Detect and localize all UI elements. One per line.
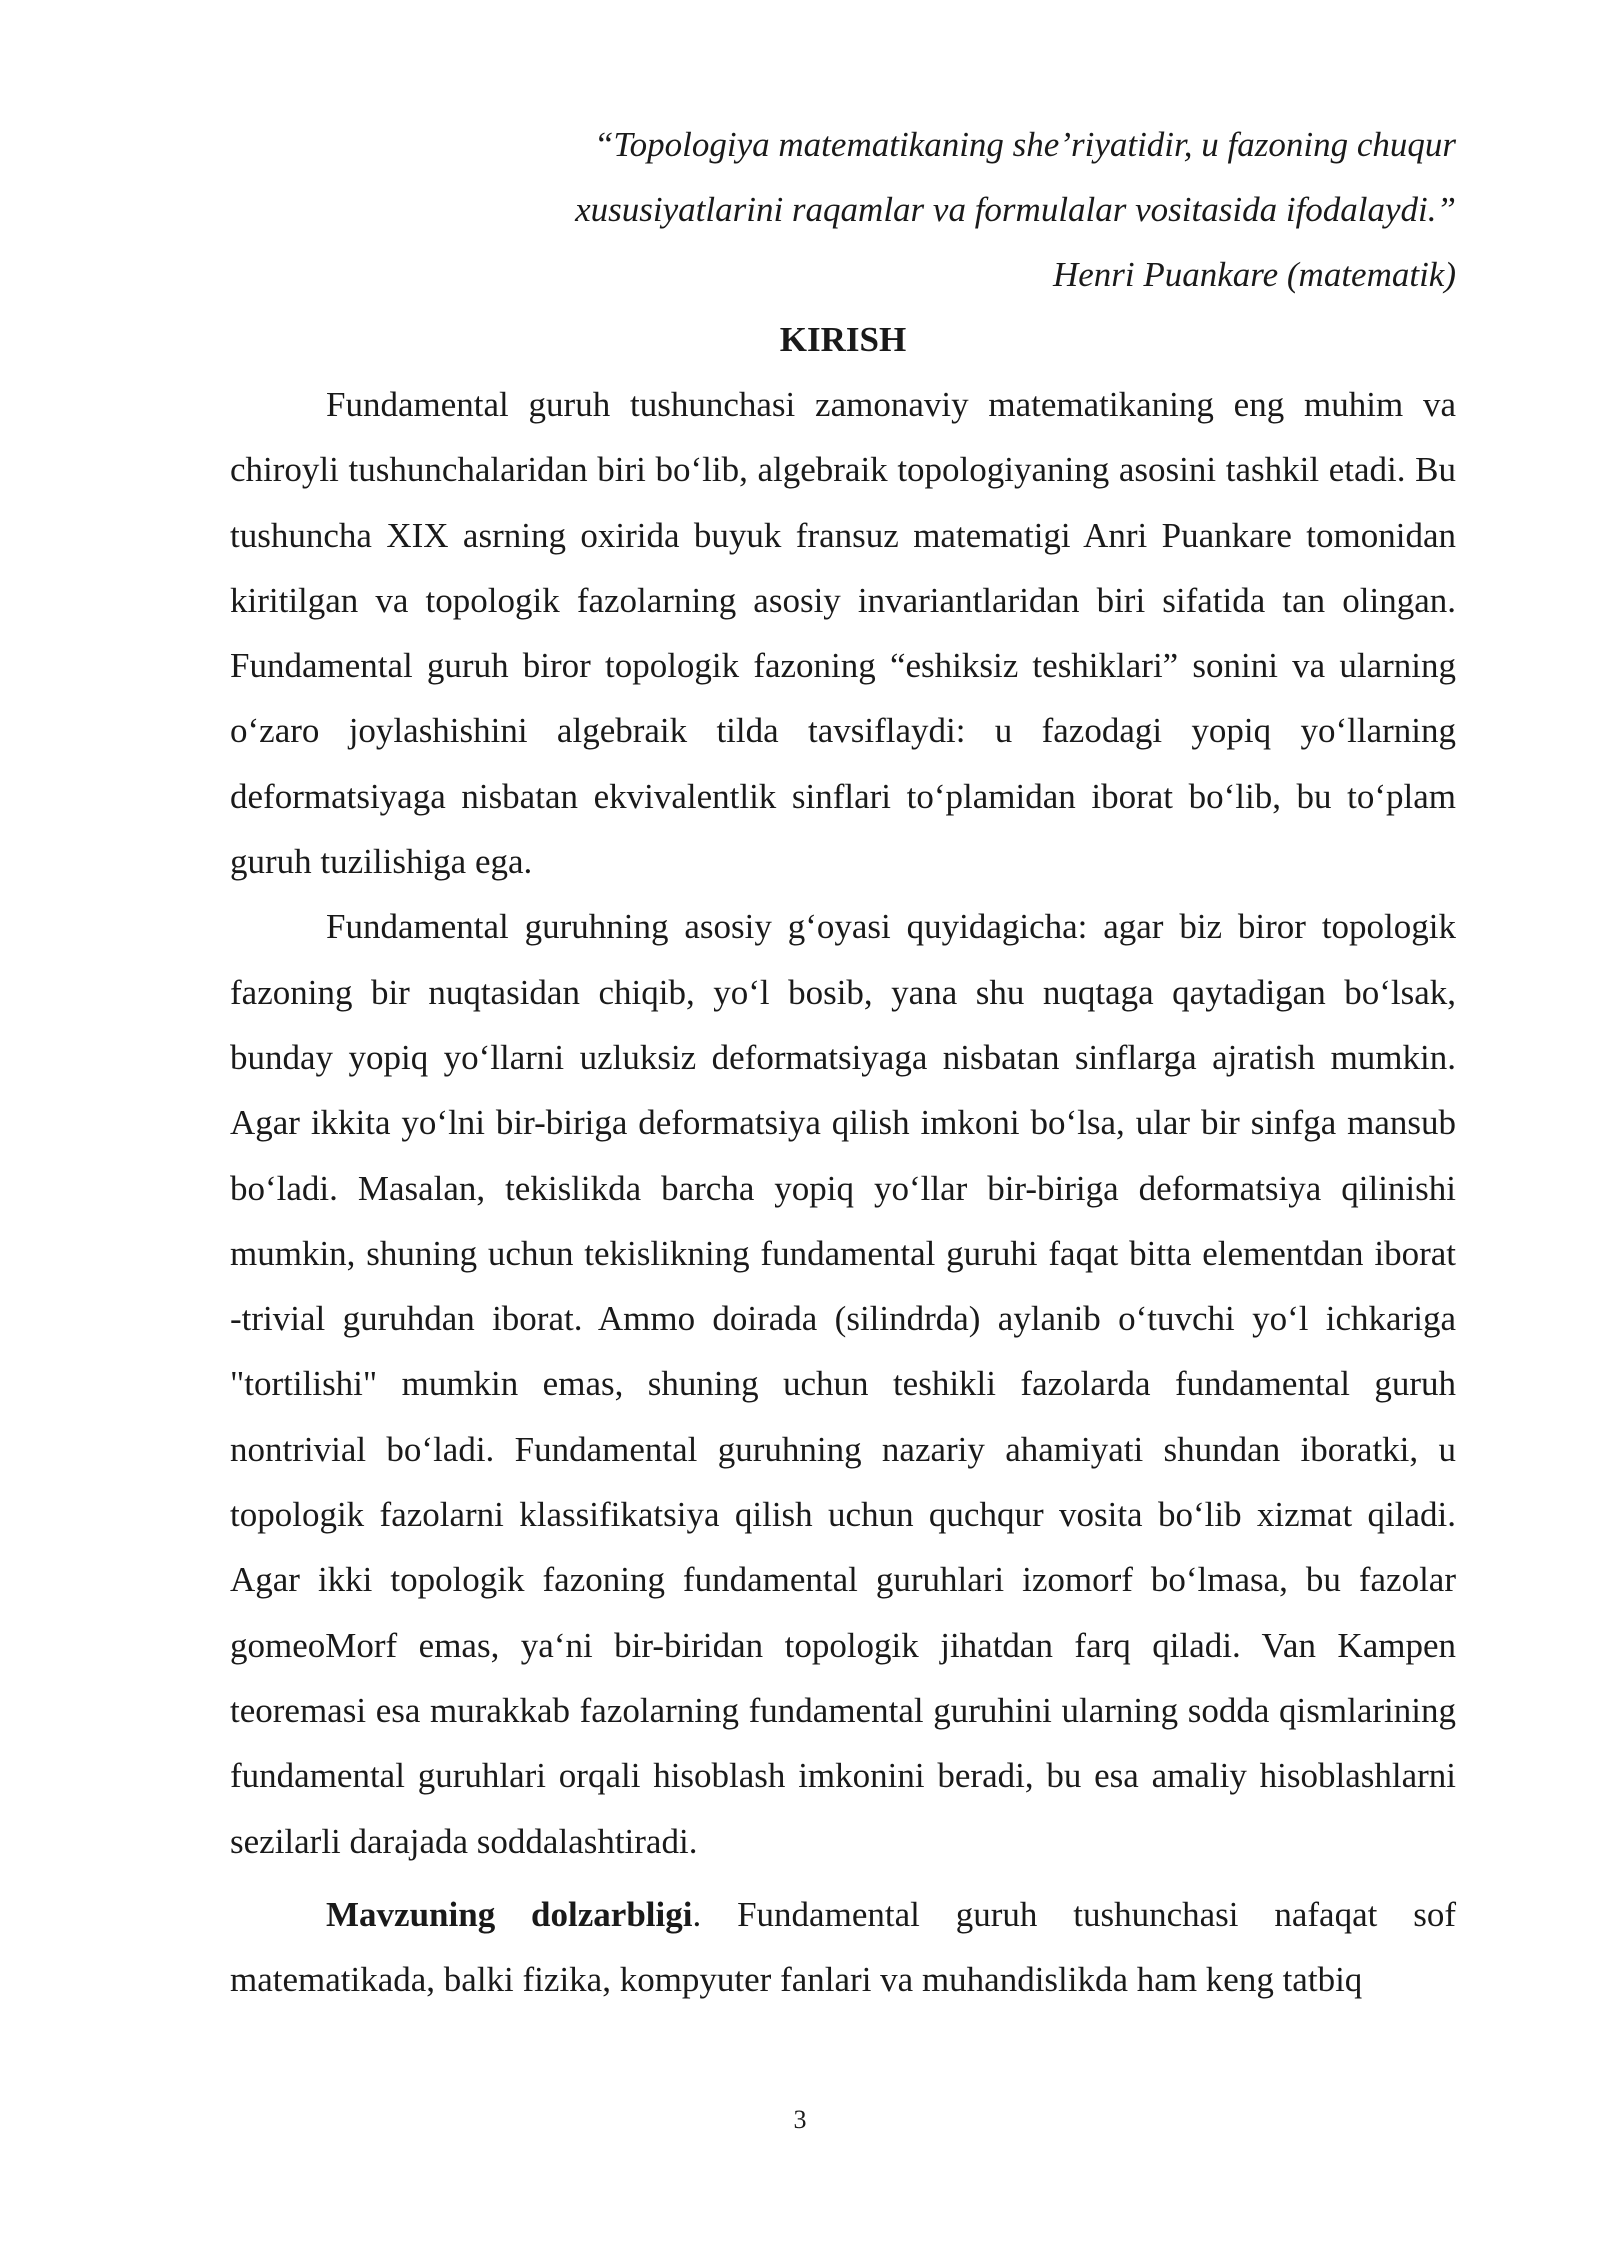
epigraph-line-1: “Topologiya matematikaning she’riyatidir, u fazoning chuqur [593, 125, 1456, 164]
document-page [230, 112, 1456, 2012]
relevance-lead: Mavzuning dolzarbligi [326, 1894, 693, 1934]
epigraph-author: Henri Puankare (matematik) [1052, 255, 1456, 294]
page-number: 3 [793, 2105, 807, 2134]
paragraph-1: Fundamental guruh tushunchasi zamonaviy matematikaning eng muhim va chiroyli tushunchalaridan biri bo‘lib, algebraik topologiyaning asosini tashkil etadi. Bu tushuncha XIX asrning oxirida buyuk fransuz matematigi Anri Puankare tomonidan kiritilgan va topologik fazolarning asosiy invariantlaridan biri sifatida tan olingan. Fundamental guruh biror topologik fazoning “eshiksiz teshiklari” sonini va ularning o‘zaro joylashishini algebraik tilda tavsiflaydi: u fazodagi yopiq yo‘llarning deformatsiyaga nisbatan ekvivalentlik sinflari to‘plamidan iborat bo‘lib, bu to‘plam guruh tuzilishiga ega. [230, 385, 1456, 882]
paragraph-2: Fundamental guruhning asosiy g‘oyasi quyidagicha: agar biz biror topologik fazoning bir nuqtasidan chiqib, yo‘l bosib, yana shu nuqtaga qaytadigan bo‘lsak, bunday yopiq yo‘llarni uzluksiz deformatsiyaga nisbatan sinflarga ajratish mumkin. Agar ikkita yo‘lni bir-biriga deformatsiya qilish imkoni bo‘lsa, ular bir sinfga mansub bo‘ladi. Masalan, tekislikda barcha yopiq yo‘llar bir-biriga deformatsiya qilinishi mumkin, shuning uchun tekislikning fundamental guruhi faqat bitta elementdan iborat -trivial guruhdan iborat. Ammo doirada (silindrda) aylanib o‘tuvchi yo‘l ichkariga "tortilishi" mumkin emas, shuning uchun teshikli fazolarda fundamental guruh nontrivial bo‘ladi. Fundamental guruhning nazariy ahamiyati shundan iboratki, u topologik fazolarni klassifikatsiya qilish uchun quchqur vosita bo‘lib xizmat qiladi. Agar ikki topologik fazoning fundamental guruhlari izomorf bo‘lmasa, bu fazolar gomeoMorf emas, ya‘ni bir-biridan topologik jihatdan farq qiladi. Van Kampen teoremasi esa murakkab fazolarning fundamental guruhini ularning sodda qismlarining fundamental guruhlari orqali hisoblash imkonini beradi, bu esa amaliy hisoblashlarni sezilarli darajada soddalashtiradi. [230, 907, 1456, 1861]
section-heading: KIRISH [779, 320, 907, 359]
relevance-text: . Fundamental guruh tushunchasi nafaqat sof matematikada, balki fizika, kompyuter fanlari va muhandislikda ham keng tatbiq [230, 1894, 1456, 2000]
paragraph-relevance [230, 1882, 1456, 2013]
epigraph-line-2: xususiyatlarini raqamlar va formulalar vositasida ifodalaydi.” [575, 190, 1456, 229]
epigraph [230, 112, 1456, 242]
